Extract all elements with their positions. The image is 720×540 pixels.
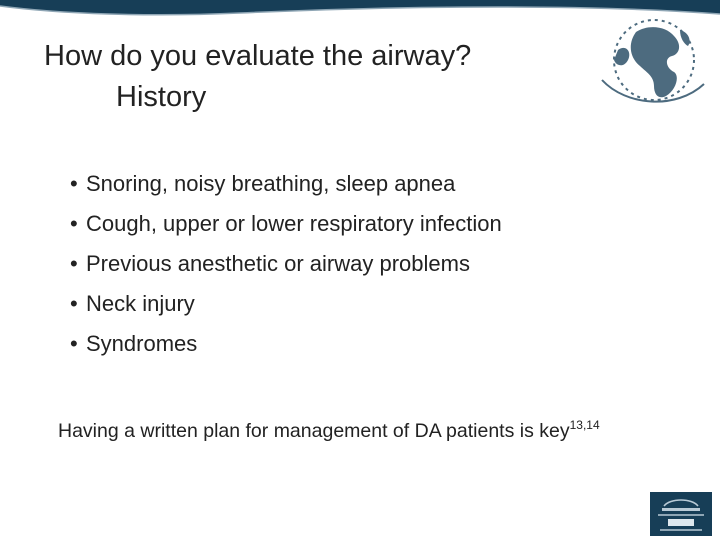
bullet-text: Snoring, noisy breathing, sleep apnea (86, 171, 456, 196)
bullet-text: Previous anesthetic or airway problems (86, 251, 470, 276)
bullet-text: Cough, upper or lower respiratory infection (86, 211, 502, 236)
slide-title (44, 36, 564, 118)
list-item (70, 244, 502, 284)
reference-superscript: 13,14 (569, 418, 600, 432)
bullet-glyph: • (70, 291, 78, 316)
bullet-glyph: • (70, 171, 78, 196)
title-line-1: How do you evaluate the airway? (44, 40, 472, 72)
bullet-glyph: • (70, 211, 78, 236)
globe-icon (596, 10, 706, 110)
note-text: Having a written plan for management of DA patients is key (58, 420, 570, 442)
bullet-text: Syndromes (86, 331, 198, 356)
list-item (70, 204, 502, 244)
bullet-text: Neck injury (86, 291, 195, 316)
organization-logo (650, 492, 712, 536)
list-item (70, 164, 502, 204)
logo-emblem-icon (650, 492, 712, 536)
bullet-glyph: • (70, 331, 78, 356)
footnote-statement (58, 418, 600, 443)
list-item (70, 284, 502, 324)
bullet-glyph: • (70, 251, 78, 276)
title-line-2: History (116, 81, 207, 113)
bullet-list (70, 164, 502, 364)
list-item (70, 324, 502, 364)
